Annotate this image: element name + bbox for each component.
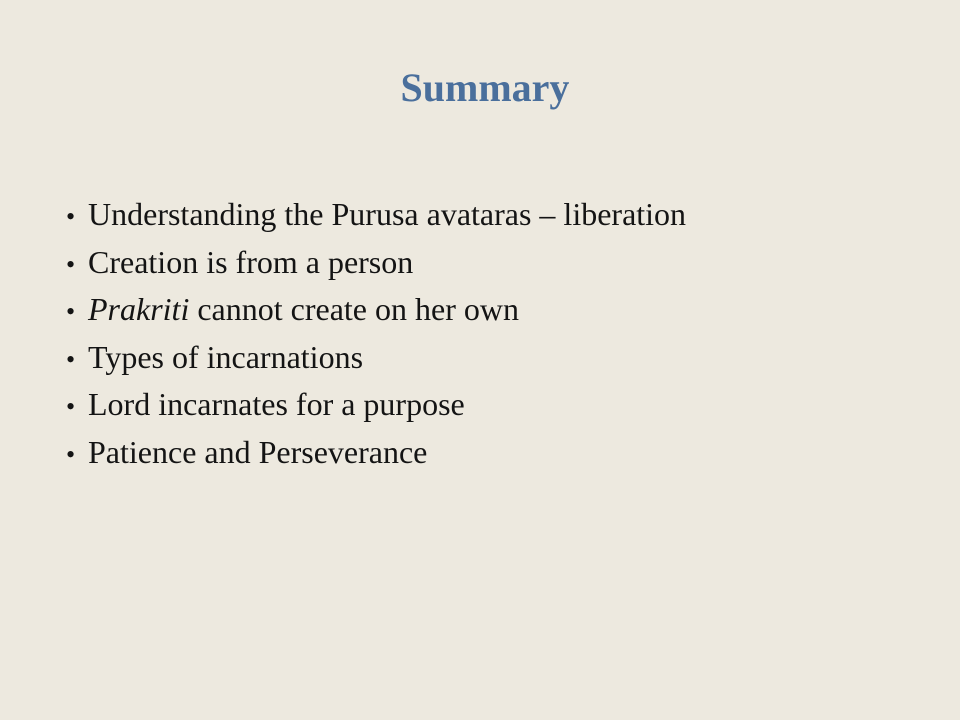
bullet-text: Types of incarnations: [88, 338, 364, 375]
bullet-text: Creation is from a person: [88, 243, 414, 280]
bullet-item: [66, 335, 686, 383]
bullet-item: [66, 192, 686, 240]
bullet-icon: •: [66, 249, 76, 279]
bullet-icon: •: [66, 439, 76, 469]
bullet-item: [66, 382, 686, 430]
bullet-text: Understanding the Purusa avataras – liberation: [88, 196, 687, 232]
bullet-text-rest: cannot create on her own: [189, 291, 519, 328]
bullet-icon: •: [66, 344, 76, 374]
bullet-text: Lord incarnates for a purpose: [88, 386, 465, 423]
bullet-item: [66, 430, 686, 478]
slide-title: Summary: [400, 65, 570, 110]
bullet-item: [66, 240, 686, 288]
bullet-text: [88, 287, 519, 332]
bullet-item: [66, 287, 686, 335]
bullet-icon: •: [66, 392, 76, 422]
bullet-icon: •: [66, 297, 76, 327]
bullet-italic-term: Prakriti: [88, 291, 190, 328]
bullet-icon: •: [66, 202, 76, 231]
bullet-list: [66, 192, 686, 478]
bullet-text: Patience and Perseverance: [88, 433, 428, 470]
